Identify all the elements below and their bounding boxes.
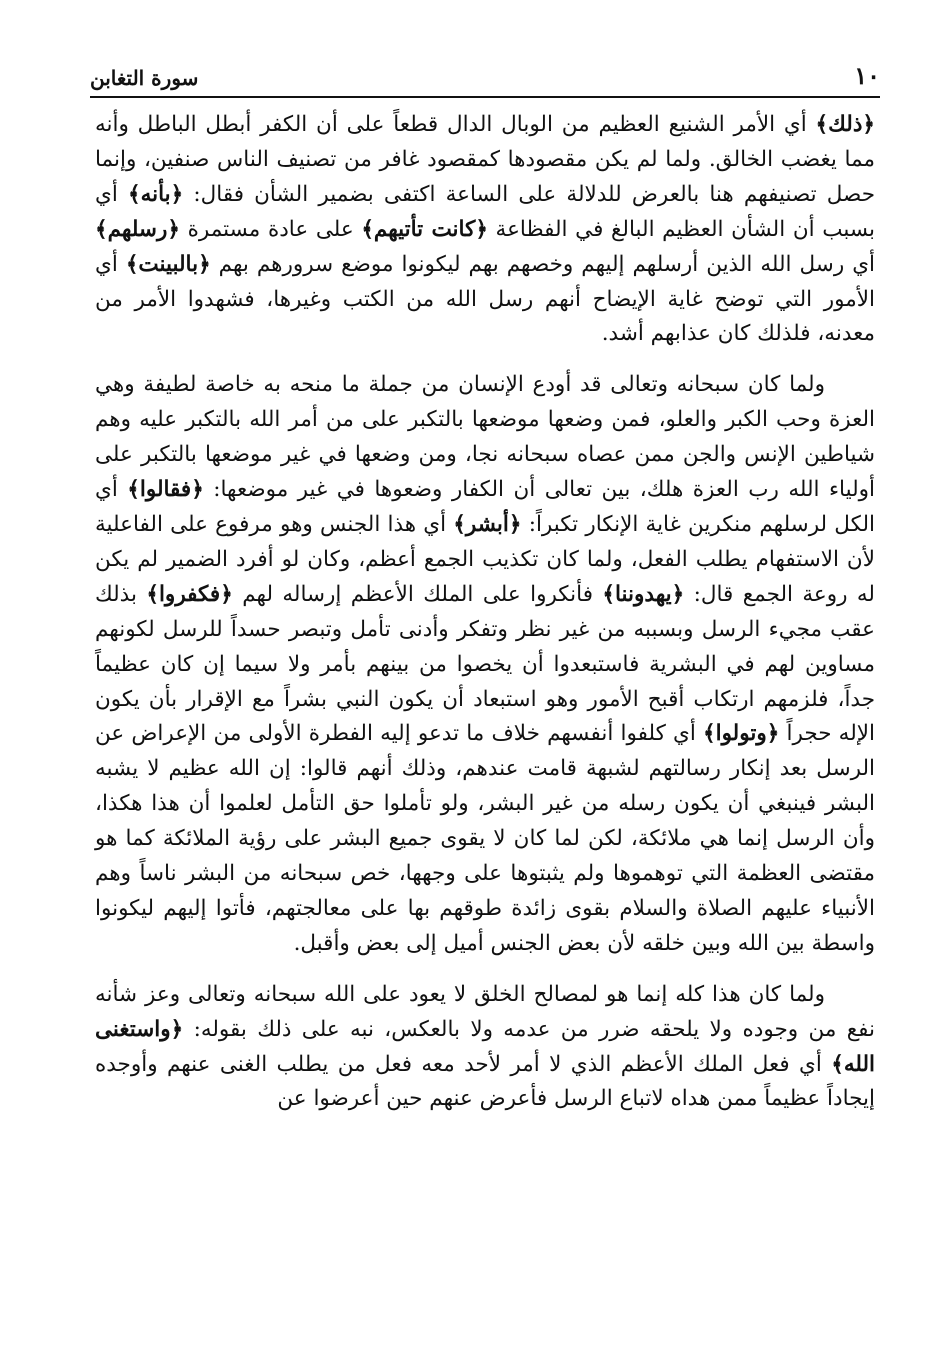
commentary-text: بذلك عقب مجيء الرسل وبسببه من غير نظر وتفكر وأدنى تأمل وتبصر حسداً للرسل لكونهم مساوين لهم في البشرية فاستبعدوا أن يخصوا من بينهم بأمر ولا سيما إن كان عظيماً جداً، فلزمهم ارتكاب أقبح الأمور وهو استبعاد أن يكون النبي بشراً مع الإقرار بأن يكون الإله حجراً [95,581,876,747]
commentary-text: أي الأمور التي توضح غاية الإيضاح أنهم رسل الله من الكتب وغيرها، فشهدوا الأمر من معدنه، فلذلك كان عذابهم أشد. [95,251,875,347]
quran-quote: ﴿بأنه﴾ [127,181,184,207]
quran-quote: ﴿أبشر﴾ [453,511,522,537]
commentary-text: أي بسبب أن الشأن العظيم البالغ في الفظاعة [95,181,875,242]
quran-quote: ﴿كانت تأتيهم﴾ [361,216,488,242]
commentary-text: أي الأمر الشنيع العظيم من الوبال الدال قطعاً على أن الكفر أبطل الباطل وأنه مما يغضب الخالق. ولما لم يكن مقصودها كمقصود غافر من تصنيف الناس صنفين، وإنما حصل تصنيفهم هنا بالعرض للدلالة على الساعة اكتفى بضمير الشأن فقال: [95,112,875,207]
commentary-text: أي فعل الملك الأعظم الذي لا أمر لأحد معه فعل من يطلب الغنى عنهم وأوجده إيجاداً عظيماً ممن هداه لاتباع الرسل فأعرض عنهم حين أعرضوا عن [95,1051,875,1112]
commentary-text: ولما كان سبحانه وتعالى قد أودع الإنسان من جملة ما منحه به خاصة لطيفة وهي العزة وحب الكبر والعلو، فمن وضعها موضعها بالتكبر على من أمر الله بالتكبر عليه وهم شياطين الإنس والجن ممن عصاه سبحانه نجا، ومن وضعها في غير موضعها بالتكبر على أولياء الله رب العزة هلك، بين تعالى أن الكفار وضعوها في غير موضعها: [95,372,876,503]
commentary-text: على عادة مستمرة [179,216,362,242]
page-number: ١٠ [854,61,880,90]
paragraph [95,108,875,352]
quran-quote: ﴿رسلهم﴾ [95,216,180,242]
commentary-text: أي كلفوا أنفسهم خلاف ما تدعو إليه الفطرة الأولى من الإعراض عن الرسل بعد إنكار رسالتهم لشبهة قامت عندهم، وذلك أنهم قالوا: إن الله عظيم لا يشبه البشر فينبغي أن يكون رسله من غير البشر، ولو تأملوا حق التأمل لعلموا أن هذا هكذا، وأن الرسل إنما هي ملائكة، لكن لما كان لا يقوى جميع البشر على رؤية الملائكة كما هو مقتضى العظمة التي توهموها ولم يثبتوها على وجهها، خص سبحانه من البشر ناساً وهم الأنبياء عليهم الصلاة والسلام بقوى زائدة طوقهم بها على معالجتهم، فأتوا إليهم ليكونوا واسطة بين الله وبين خلقه لأن بعض الجنس أميل إلى بعض وأقبل. [95,721,875,956]
paragraph [95,978,875,1118]
quran-quote: ﴿يهدوننا﴾ [602,581,685,607]
commentary-text: ولما كان هذا كله إنما هو لمصالح الخلق لا يعود على الله سبحانه وتعالى وعز شأنه نفع من وجوده ولا يلحقه ضرر من عدمه ولا بالعكس، نبه على ذلك بقوله: [95,981,875,1042]
quran-quote: ﴿واستغنى الله﴾ [95,1016,875,1077]
commentary-text: فأنكروا على الملك الأعظم إرساله لهم [232,581,603,607]
page-header [90,58,880,98]
quran-quote: ﴿ذلك﴾ [815,112,875,137]
commentary-text: أي رسل الله الذين أرسلهم إليهم وخصهم بهم ليكونوا موضع سرورهم بهم [210,251,876,277]
commentary-text: أي هذا الجنس وهو مرفوع على الفاعلية لأن الاستفهام يطلب الفعل، ولما كان تكذيب الجمع أعظم، وكان لو أفرد الضمير لم يكن له روعة الجمع قال: [95,511,875,607]
paragraph [95,368,875,961]
quran-quote: ﴿فكفروا﴾ [146,581,233,607]
body-text [95,108,875,1117]
quran-quote: ﴿فقالوا﴾ [127,477,204,503]
quran-quote: ﴿وتولوا﴾ [703,721,780,747]
running-title: سورة التغابن [90,66,199,90]
quran-quote: ﴿بالبينت﴾ [125,251,211,277]
commentary-text: أي الكل لرسلهم منكرين غاية الإنكار تكبراً: [95,477,875,537]
